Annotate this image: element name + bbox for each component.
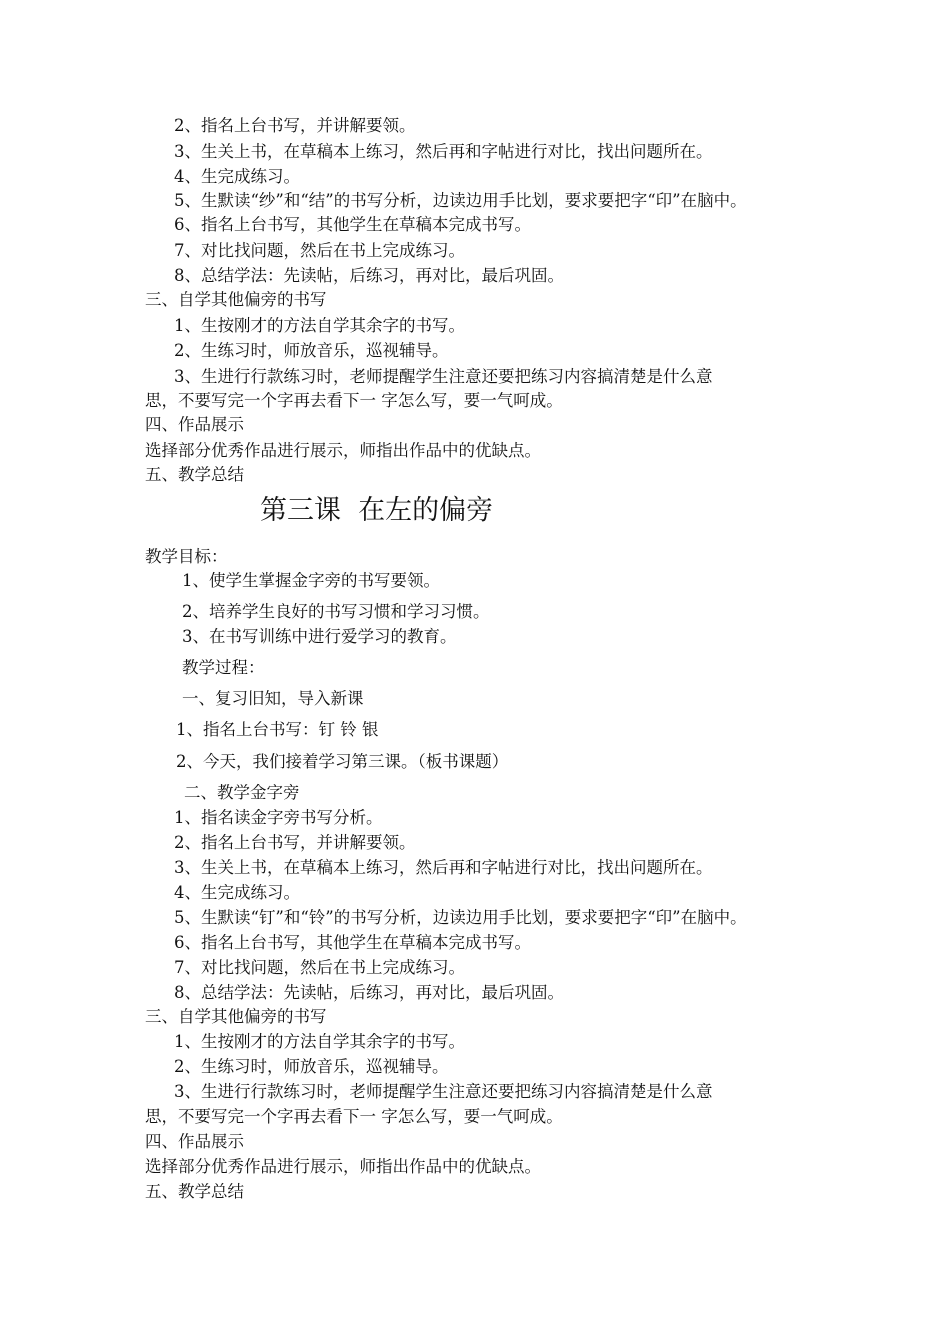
text-line: 1、指名读金字旁书写分析。 bbox=[174, 808, 383, 827]
text-line: 1、使学生掌握金字旁的书写要领。 bbox=[182, 571, 440, 590]
section-heading: 五、教学总结 bbox=[145, 465, 244, 484]
text-line: 思，不要写完一个字再去看下一 字怎么写，要一气呵成。 bbox=[145, 391, 563, 410]
text-line: 7、对比找问题，然后在书上完成练习。 bbox=[174, 958, 465, 977]
text-line: 1、生按刚才的方法自学其余字的书写。 bbox=[174, 316, 465, 335]
text-line: 6、指名上台书写，其他学生在草稿本完成书写。 bbox=[174, 933, 531, 952]
text-line: 3、生关上书，在草稿本上练习，然后再和字帖进行对比，找出问题所在。 bbox=[174, 142, 713, 161]
text-line: 5、生默读“钉”和“铃”的书写分析，边读边用手比划，要求要把字“印”在脑中。 bbox=[174, 908, 747, 927]
text-line: 3、生关上书，在草稿本上练习，然后再和字帖进行对比，找出问题所在。 bbox=[174, 858, 713, 877]
section-heading: 一、复习旧知，导入新课 bbox=[182, 689, 364, 708]
text-line: 2、培养学生良好的书写习惯和学习习惯。 bbox=[182, 602, 490, 621]
text-line: 1、生按刚才的方法自学其余字的书写。 bbox=[174, 1032, 465, 1051]
section-heading: 三、自学其他偏旁的书写 bbox=[145, 290, 327, 309]
text-line: 5、生默读“纱”和“结”的书写分析，边读边用手比划，要求要把字“印”在脑中。 bbox=[174, 191, 747, 210]
section-heading: 教学过程： bbox=[182, 658, 265, 677]
text-line: 2、指名上台书写，并讲解要领。 bbox=[174, 833, 416, 852]
text-line: 3、生进行行款练习时，老师提醒学生注意还要把练习内容搞清楚是什么意 bbox=[174, 367, 713, 386]
text-line: 4、生完成练习。 bbox=[174, 883, 300, 902]
text-line: 1、指名上台书写：钉 铃 银 bbox=[176, 720, 379, 739]
text-line: 4、生完成练习。 bbox=[174, 167, 300, 186]
section-heading: 四、作品展示 bbox=[145, 1132, 244, 1151]
text-line: 选择部分优秀作品进行展示，师指出作品中的优缺点。 bbox=[145, 441, 541, 460]
section-heading: 二、教学金字旁 bbox=[184, 783, 300, 802]
lesson-title: 第三课 在左的偏旁 bbox=[260, 495, 494, 526]
text-line: 3、生进行行款练习时，老师提醒学生注意还要把练习内容搞清楚是什么意 bbox=[174, 1082, 713, 1101]
text-line: 2、生练习时，师放音乐，巡视辅导。 bbox=[174, 1057, 449, 1076]
text-line: 3、在书写训练中进行爱学习的教育。 bbox=[182, 627, 457, 646]
section-heading: 五、教学总结 bbox=[145, 1182, 244, 1201]
text-line: 6、指名上台书写，其他学生在草稿本完成书写。 bbox=[174, 215, 531, 234]
section-heading: 四、作品展示 bbox=[145, 415, 244, 434]
text-line: 2、指名上台书写，并讲解要领。 bbox=[174, 116, 416, 135]
text-line: 思，不要写完一个字再去看下一 字怎么写，要一气呵成。 bbox=[145, 1107, 563, 1126]
text-line: 8、总结学法：先读帖，后练习，再对比，最后巩固。 bbox=[174, 983, 564, 1002]
section-heading: 三、自学其他偏旁的书写 bbox=[145, 1007, 327, 1026]
text-line: 选择部分优秀作品进行展示，师指出作品中的优缺点。 bbox=[145, 1157, 541, 1176]
text-line: 7、对比找问题，然后在书上完成练习。 bbox=[174, 241, 465, 260]
section-heading: 教学目标： bbox=[145, 547, 228, 566]
text-line: 2、生练习时，师放音乐，巡视辅导。 bbox=[174, 341, 449, 360]
text-line: 2、今天，我们接着学习第三课。（板书课题） bbox=[176, 752, 509, 771]
text-line: 8、总结学法：先读帖，后练习，再对比，最后巩固。 bbox=[174, 266, 564, 285]
